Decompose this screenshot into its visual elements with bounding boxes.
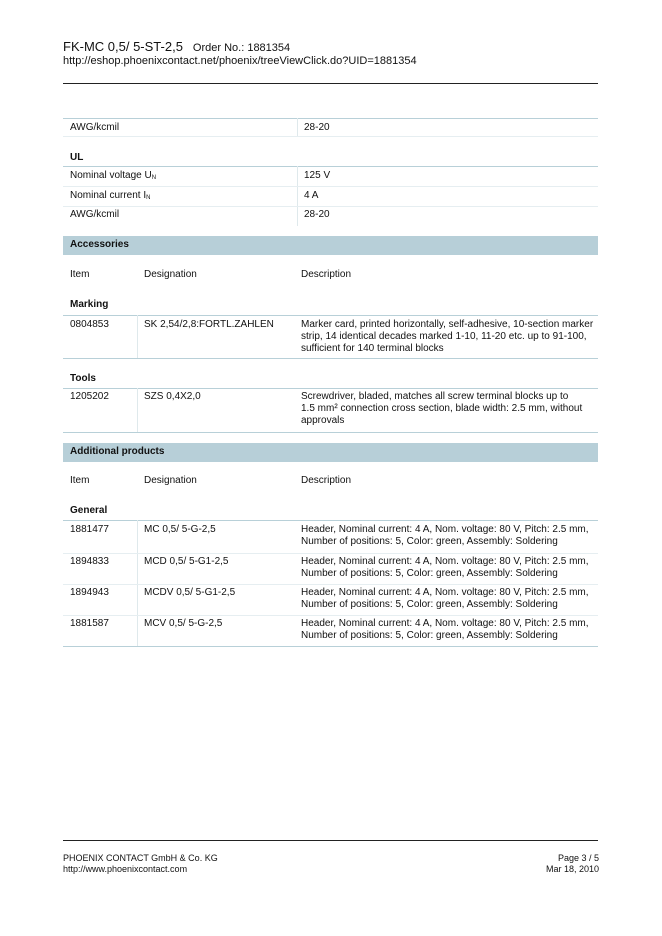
section-divider <box>63 520 598 521</box>
tool-item: 1205202 <box>70 391 109 402</box>
row-divider <box>63 186 598 187</box>
nominal-current-value: 4 A <box>304 190 319 201</box>
header-divider <box>63 83 598 84</box>
table-bottom-divider <box>63 646 598 647</box>
table-row-item: 1894943 <box>70 587 109 598</box>
section-divider <box>63 388 598 389</box>
col-header-description: Description <box>301 269 352 280</box>
marking-item: 0804853 <box>70 319 109 330</box>
col-divider <box>137 388 138 432</box>
table-row-designation: MCDV 0,5/ 5-G1-2,5 <box>144 587 236 598</box>
page-number: Page 3 / 5 <box>557 853 599 863</box>
col-header-designation: Designation <box>144 475 197 486</box>
footer-right <box>546 853 599 875</box>
col-header-designation: Designation <box>144 269 197 280</box>
col-divider <box>137 520 138 646</box>
row-divider <box>63 432 598 433</box>
table-row-item: 1881477 <box>70 524 109 535</box>
row-divider <box>63 358 598 359</box>
awg-value: 28-20 <box>304 122 330 133</box>
table-row-description: Header, Nominal current: 4 A, Nom. voltage: 80 V, Pitch: 2.5 mm, Number of positions: 5, Color: green, Assembly: Soldering <box>301 524 589 547</box>
footer-date: Mar 18, 2010 <box>545 864 599 874</box>
col-header-item: Item <box>70 269 90 280</box>
general-heading: General <box>70 505 108 516</box>
table-row-description: Header, Nominal current: 4 A, Nom. voltage: 80 V, Pitch: 2.5 mm, Number of positions: 5, Color: green, Assembly: Soldering <box>301 618 589 641</box>
awg-value: 28-20 <box>304 209 330 220</box>
table-row-description: Header, Nominal current: 4 A, Nom. voltage: 80 V, Pitch: 2.5 mm, Number of positions: 5, Color: green, Assembly: Soldering <box>301 587 589 610</box>
row-divider <box>63 206 598 207</box>
nominal-current-label: Nominal current IN <box>70 190 151 201</box>
col-header-item: Item <box>70 475 90 486</box>
marking-description: Marker card, printed horizontally, self-adhesive, 10-section marker strip, 14 identical decades marked 1-10, 11-20 etc. up to 91-100, sufficient for 140 terminal blocks <box>301 319 594 354</box>
col-divider <box>137 315 138 358</box>
footer-company: PHOENIX CONTACT GmbH & Co. KG <box>63 853 218 863</box>
col-header-description: Description <box>301 475 352 486</box>
page-title <box>63 39 290 54</box>
additional-products-section-bar <box>63 443 598 462</box>
marking-heading: Marking <box>70 299 109 310</box>
footer-divider <box>63 840 598 841</box>
order-number: Order No.: 1881354 <box>192 42 291 54</box>
table-row-designation: MCV 0,5/ 5-G-2,5 <box>144 618 223 629</box>
awg-label: AWG/kcmil <box>70 122 120 133</box>
table-row-description: Header, Nominal current: 4 A, Nom. voltage: 80 V, Pitch: 2.5 mm, Number of positions: 5, Color: green, Assembly: Soldering <box>301 556 589 579</box>
ul-heading: UL <box>70 152 84 163</box>
footer-left <box>63 853 218 875</box>
section-divider <box>63 166 598 167</box>
awg-label: AWG/kcmil <box>70 209 120 220</box>
nominal-voltage-value: 125 V <box>304 170 331 181</box>
row-divider <box>63 584 598 585</box>
tool-designation: SZS 0,4X2,0 <box>144 391 201 402</box>
row-divider <box>63 118 598 119</box>
col-divider <box>297 118 298 136</box>
table-row-designation: MC 0,5/ 5-G-2,5 <box>144 524 216 535</box>
accessories-title: Accessories <box>70 239 129 250</box>
row-divider <box>63 136 598 137</box>
product-url[interactable]: http://eshop.phoenixcontact.net/phoenix/treeViewClick.do?UID=1881354 <box>63 55 417 67</box>
table-row-designation: MCD 0,5/ 5-G1-2,5 <box>144 556 229 567</box>
marking-designation: SK 2,54/2,8:FORTL.ZAHLEN <box>144 319 274 330</box>
footer-website[interactable]: http://www.phoenixcontact.com <box>63 864 188 874</box>
nominal-voltage-label: Nominal voltage UN <box>70 170 157 181</box>
accessories-section-bar <box>63 236 598 255</box>
table-row-item: 1894833 <box>70 556 109 567</box>
row-divider <box>63 553 598 554</box>
col-divider <box>297 166 298 226</box>
additional-products-title: Additional products <box>70 446 165 457</box>
tool-description: Screwdriver, bladed, matches all screw terminal blocks up to 1.5 mm² connection cross section, blade width: 2.5 mm, without approvals <box>301 391 583 426</box>
tools-heading: Tools <box>70 373 96 384</box>
table-row-item: 1881587 <box>70 618 109 629</box>
section-divider <box>63 315 598 316</box>
product-name: FK-MC 0,5/ 5-ST-2,5 <box>63 39 183 54</box>
row-divider <box>63 615 598 616</box>
